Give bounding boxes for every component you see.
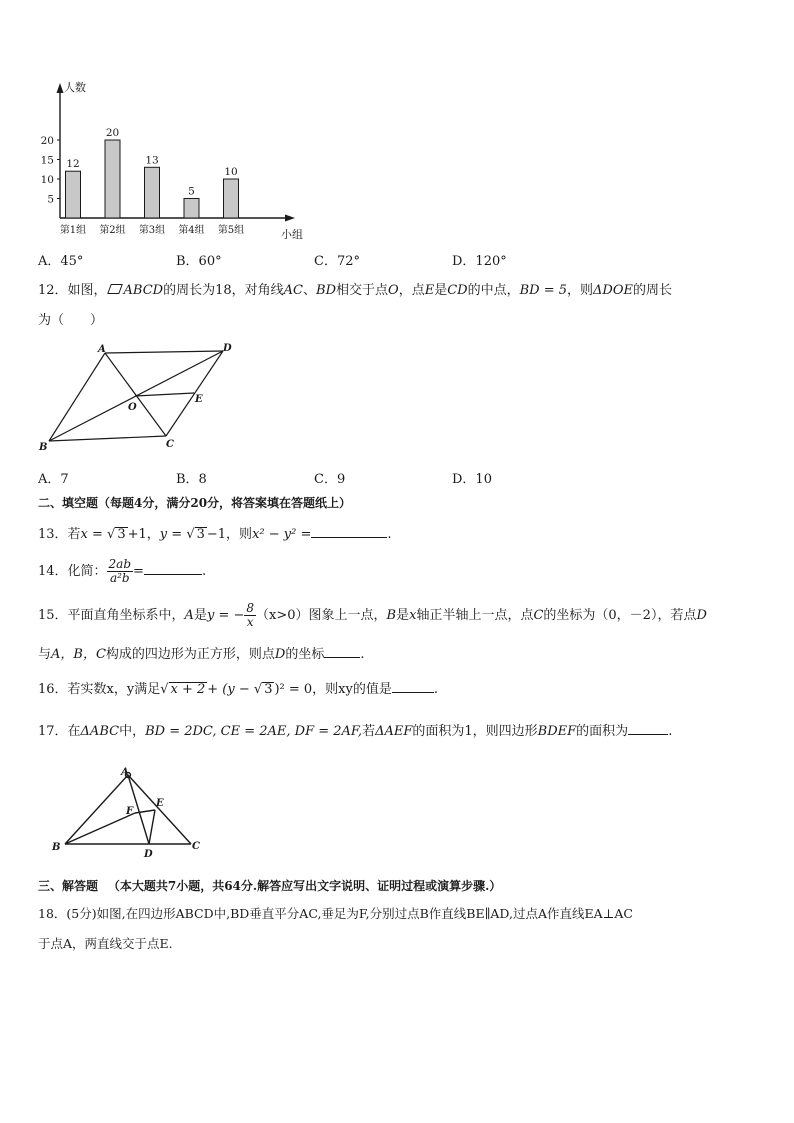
q15-line2e: 的坐标 xyxy=(285,647,325,662)
q12-text-a: 的周长为18，对角线 xyxy=(163,283,284,298)
q12-option-a[interactable]: A．7 xyxy=(38,472,69,487)
q17-t4: 的面积为 xyxy=(576,724,629,739)
q14-numerator: 2ab xyxy=(108,557,132,571)
q12-e: E xyxy=(424,283,435,298)
q13-end: . xyxy=(387,527,392,542)
q15-fraction xyxy=(244,602,256,629)
q16-answer-blank[interactable] xyxy=(392,680,434,693)
x-axis-arrow xyxy=(285,215,295,222)
q12-option-d[interactable]: D．10 xyxy=(452,472,492,487)
q15-line2d: D xyxy=(274,647,286,662)
q12-label-c: C xyxy=(166,439,174,450)
bar-value-label-2: 20 xyxy=(105,127,120,139)
q17-label-b: B xyxy=(52,842,61,853)
q15-t2: 图象上一点， xyxy=(308,608,387,623)
bar-value-label-5: 10 xyxy=(224,166,238,178)
q13-p2: −1，则 xyxy=(206,527,253,542)
q11-option-a[interactable]: A．45° xyxy=(38,254,84,269)
q11-option-b[interactable]: B．60° xyxy=(176,254,222,269)
q12-text-g: 的周长 xyxy=(633,283,673,298)
q16-end: . xyxy=(433,682,438,697)
q15-denominator: x xyxy=(246,615,254,629)
q12-line1 xyxy=(38,282,672,300)
q17-t2: 若 xyxy=(362,724,376,739)
q15-pre: 15．平面直角坐标系中， xyxy=(38,608,185,623)
q15-line2 xyxy=(38,645,365,664)
q17-cond: BD = 2DC, CE = 2AE, DF = 2AF, xyxy=(145,724,363,739)
q13-pre: 13．若 xyxy=(38,527,81,542)
q15-line1 xyxy=(38,600,707,632)
q17-label-f: F xyxy=(126,806,134,817)
y-axis-arrow xyxy=(57,83,64,93)
q15-x: x xyxy=(409,608,417,623)
q12-bd5: BD = 5 xyxy=(519,283,568,298)
q15-b: B xyxy=(386,608,397,623)
q13-x: x = xyxy=(80,527,108,542)
q12-line2: 为（ ） xyxy=(38,313,104,328)
bar-chart xyxy=(30,75,310,245)
q17-answer-blank[interactable] xyxy=(628,722,668,735)
q16-sqrt-2: 3 xyxy=(264,682,273,697)
q14-answer-blank[interactable] xyxy=(144,562,202,575)
q15-a: A xyxy=(184,608,194,623)
q17-label-a: A xyxy=(121,767,129,778)
q12-parallelogram-figure xyxy=(35,340,245,455)
q17-label-e: E xyxy=(156,798,164,809)
q15-cond: （x>0） xyxy=(256,608,309,623)
q18-line2: 于点A，两直线交于点E. xyxy=(38,936,173,951)
q17-label-d: D xyxy=(144,849,153,860)
q17-t1: 中， xyxy=(119,724,146,739)
q12-label-o: O xyxy=(128,402,137,413)
y-axis-label: 人数 xyxy=(64,81,86,94)
category-label-4: 第4组 xyxy=(178,225,205,236)
y-tick-label-5: 5 xyxy=(47,193,54,206)
q14-fraction xyxy=(107,558,133,585)
q15-t1: 是 xyxy=(193,608,207,623)
category-label-5: 第5组 xyxy=(217,225,245,236)
q15-line2c: 构成的四边形为正方形，则点 xyxy=(105,647,275,662)
q12-text-e: 的中点， xyxy=(467,283,520,298)
q15-answer-blank[interactable] xyxy=(324,645,360,658)
q13: 13．若x = √ 3 +1，y = √ 3 −1，则x² − y² = . xyxy=(38,527,392,542)
bar-5 xyxy=(224,179,239,218)
q12-label-d: D xyxy=(223,343,232,354)
q13-sqrt-2: 3 xyxy=(196,527,205,542)
category-label-2: 第2组 xyxy=(99,225,126,236)
bar-3 xyxy=(145,167,160,218)
category-label-3: 第3组 xyxy=(138,225,166,236)
q12-text-f: ，则 xyxy=(567,283,594,298)
bar-2 xyxy=(105,140,120,218)
q16-mid: + (y − xyxy=(207,682,254,697)
segment-de xyxy=(149,810,155,844)
section-3-title: 三、解答题 xyxy=(38,879,99,893)
bar-value-label-3: 13 xyxy=(145,154,159,167)
q17-triangle-figure xyxy=(48,762,208,862)
bar-1 xyxy=(66,171,81,218)
q11-option-d[interactable]: D．120° xyxy=(452,254,507,269)
q17-pre: 17．在 xyxy=(38,724,81,739)
q15-t4: 轴正半轴上一点，点 xyxy=(416,608,534,623)
segment-oe xyxy=(135,393,194,396)
q15-t5: 的坐标为（0，－2），若点 xyxy=(543,608,697,623)
q13-p1: +1， xyxy=(127,527,160,542)
section-2-header: 二、填空题（每题4分，满分20分，将答案填在答题纸上） xyxy=(38,496,352,510)
y-tick-label-10: 10 xyxy=(40,174,54,186)
q11-option-c[interactable]: C．72° xyxy=(314,254,360,269)
q12-option-c[interactable]: C．9 xyxy=(314,472,346,487)
segment-bf xyxy=(65,813,135,844)
q17-label-c: C xyxy=(192,841,200,852)
segment-fe xyxy=(135,810,155,813)
q17-aef: ΔAEF xyxy=(375,724,413,739)
section-3-header xyxy=(38,877,501,895)
bar-value-label-4: 5 xyxy=(188,185,195,198)
q15-numerator: 8 xyxy=(246,601,254,615)
q13-expr: x² − y² = xyxy=(252,527,312,542)
y-tick-label-15: 15 xyxy=(40,154,54,167)
q12-bd: BD xyxy=(316,283,336,298)
q16-sqrt-1: x + 2 xyxy=(170,682,206,697)
chart-layer xyxy=(41,80,303,241)
q18-line1: 18．(5分)如图,在四边形ABCD中,BD垂直平分AC,垂足为F,分别过点B作直线BE∥AD,过点A作直线EA⊥AC xyxy=(38,906,633,921)
q12-text-b: 相交于点 xyxy=(336,283,389,298)
q14 xyxy=(38,557,206,587)
side-ab xyxy=(49,353,105,441)
q12-option-b[interactable]: B．8 xyxy=(176,472,207,487)
q14-eq: = xyxy=(133,564,144,579)
q17-abc: ΔABC xyxy=(80,724,120,739)
q15-yeq: y = − xyxy=(206,608,245,623)
q12-label-a: A xyxy=(98,344,106,355)
q13-answer-blank[interactable] xyxy=(311,525,387,538)
q14-pre: 14．化简： xyxy=(38,564,107,579)
q17-t3: 的面积为1，则四边形 xyxy=(412,724,538,739)
q15-end: . xyxy=(360,647,365,662)
q17-bdef: BDEF xyxy=(537,724,577,739)
side-ad xyxy=(105,351,223,353)
q15-d: D xyxy=(696,608,707,623)
q14-end: . xyxy=(201,564,207,579)
q17 xyxy=(38,722,672,741)
bar-4 xyxy=(184,199,199,219)
q17-end: . xyxy=(668,724,673,739)
q12-parallelogram-name: ABCD xyxy=(123,283,164,298)
q15-line2a: 与 xyxy=(38,647,52,662)
q15-c: C xyxy=(533,608,544,623)
q15-line2b: A，B，C xyxy=(51,647,106,662)
q12-label-b: B xyxy=(39,442,48,453)
q13-y: y = xyxy=(159,527,187,542)
q16-pre: 16．若实数x，y满足 xyxy=(38,682,161,697)
y-tick-label-20: 20 xyxy=(40,135,54,147)
parallelogram-icon xyxy=(107,284,123,294)
q12-number-text: 12．如图， xyxy=(38,283,107,298)
q12-sep: 、 xyxy=(303,283,317,298)
side-ac xyxy=(128,775,191,844)
side-bc xyxy=(49,436,166,441)
q15-t3: 是 xyxy=(396,608,410,623)
q13-sqrt-1: 3 xyxy=(117,527,126,542)
q16: 16．若实数x，y满足√ x + 2 + (y − √ 3 )² = 0，则xy的值是 . xyxy=(38,682,438,697)
q12-doe: ΔDOE xyxy=(593,283,633,298)
q12-text-c: ，点 xyxy=(398,283,425,298)
q12-text-d: 是 xyxy=(434,283,448,298)
bar-value-label-1: 12 xyxy=(66,158,80,171)
q12-o: O xyxy=(388,283,399,298)
x-axis-label: 小组 xyxy=(281,228,303,241)
section-3-rest: （本大题共7小题，共64分.解答应写出文字说明、证明过程或演算步骤.） xyxy=(107,879,502,893)
q12-cd: CD xyxy=(447,283,468,298)
q14-denominator: a²b xyxy=(109,571,130,585)
q16-post: )² = 0，则xy的值是 xyxy=(274,682,392,697)
side-ab xyxy=(65,775,128,844)
q12-label-e: E xyxy=(195,394,203,405)
category-label-1: 第1组 xyxy=(59,225,87,236)
q12-ac: AC xyxy=(283,283,303,298)
